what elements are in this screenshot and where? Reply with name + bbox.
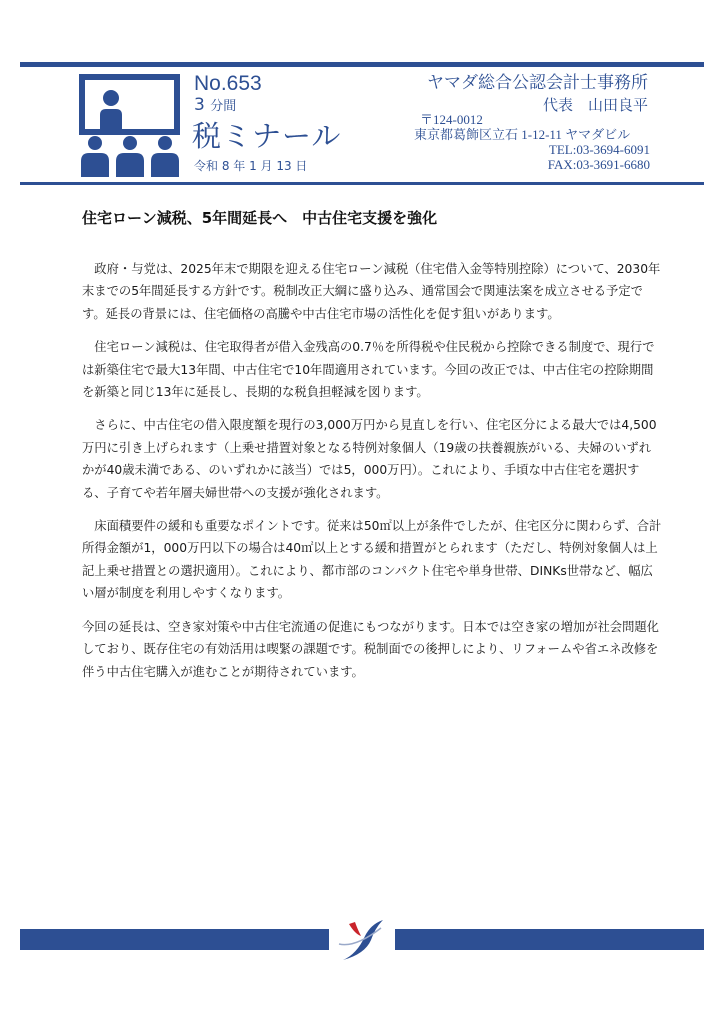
article-title: 住宅ローン減税、5年間延長へ 中古住宅支援を強化 (82, 209, 438, 227)
article-paragraph: 住宅ローン減税は、住宅取得者が借入金残高の0.7％を所得税や住民税から控除できる制度で、現行では新築住宅で最大13年間、中古住宅で10年間適用されています。今回の改正では、中古住宅の控除期間を新築と同じ13年に延長し、長期的な税負担軽減を図ります。 (82, 340, 655, 400)
postal-code: 〒124-0012 (420, 112, 483, 127)
street-address: 東京都葛飾区立石 1-12-11 ヤマダビル (414, 127, 631, 142)
office-representative: 代表 山田良平 (542, 96, 648, 114)
article-paragraph: 政府・与党は、2025年末で期限を迎える住宅ローン減税（住宅借入金等特別控除）について、2030年末までの5年間延長する方針です。税制改正大綱に盛り込み、通常国会で関連法案を成立させる予定です。延長の背景には、住宅価格の高騰や中古住宅市場の活性化を促す狙いがあります。 (82, 262, 661, 321)
office-contact (414, 112, 650, 172)
article-paragraph: さらに、中古住宅の借入限度額を現行の3,000万円から見直しを行い、住宅区分による最大では4,500万円に引き上げられます（上乗せ措置対象となる特例対象個人（19歳の扶養親族がいる、夫婦のいずれかが40歳未満である、のいずれかに該当）では5，000万円）。これにより、手頃な中古住宅を選択する、子育てや若年層夫婦世帯への支援が強化されます。 (82, 418, 657, 500)
office-block (427, 72, 648, 116)
swoosh-logo-icon (335, 914, 389, 964)
phone-number: TEL:03-3694-6091 (548, 142, 650, 157)
header-bottom-rule (20, 182, 704, 185)
article-paragraph: 今回の延長は、空き家対策や中古住宅流通の促進にもつながります。日本では空き家の増加が社会問題化しており、既存住宅の有効活用は喫緊の課題です。税制面での後押しにより、リフォームや省エネ改修を伴う中古住宅購入が進むことが期待されています。 (82, 619, 659, 679)
issue-date: 令和 8 年 1 月 13 日 (194, 159, 308, 173)
reading-time-number: 3 (194, 95, 205, 115)
article-paragraph: 床面積要件の緩和も重要なポイントです。従来は50㎡以上が条件でしたが、住宅区分に関わらず、合計所得金額が1，000万円以下の場合は40㎡以上とする緩和措置がとられます（ただし、特例対象個人は上記上乗せ措置との選択適用）。これにより、都市部のコンパクト住宅や単身世帯、DINKs世帯など、幅広い層が制度を利用しやすくなります。 (82, 519, 662, 601)
office-name: ヤマダ総合公認会計士事務所 (427, 73, 648, 93)
header-top-rule (20, 62, 704, 67)
reading-time (194, 95, 236, 115)
newsletter-brand: 税ミナール (192, 119, 342, 153)
issue-number: No.653 (194, 72, 262, 95)
reading-time-unit: 分間 (210, 99, 237, 114)
article-body (82, 258, 662, 694)
footer-bar-left (20, 929, 329, 950)
footer-bar-right (395, 929, 704, 950)
fax-number: FAX:03-3691-6680 (547, 157, 650, 172)
seminar-audience-icon (78, 73, 182, 177)
